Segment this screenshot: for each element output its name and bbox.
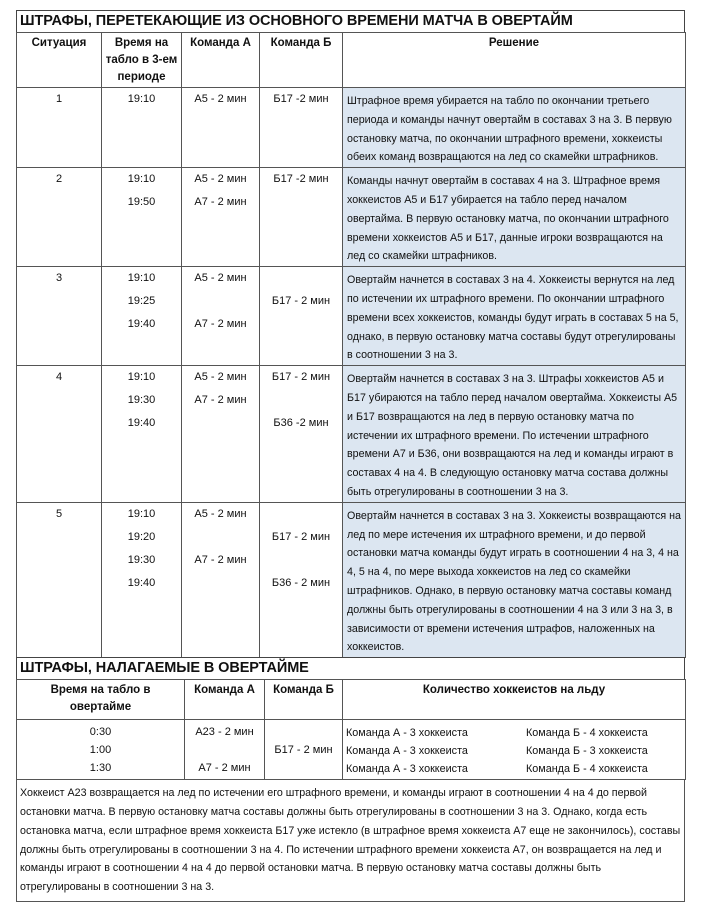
team-b-penalty	[260, 267, 342, 290]
header-ot-team-b: Команда Б	[265, 680, 343, 720]
ot-team-a-penalty	[185, 741, 264, 759]
penalty-time: 19:10	[127, 93, 156, 105]
team-a-cell	[182, 88, 260, 168]
count-team-a: Команда А - 3 хоккеиста	[346, 763, 468, 776]
team-b-penalty	[260, 191, 342, 214]
situation-row	[17, 502, 686, 657]
overflow-penalties-table	[16, 32, 686, 88]
team-b-cell	[260, 502, 343, 657]
count-team-a: Команда А - 3 хоккеиста	[346, 727, 468, 740]
situation-number	[17, 267, 102, 366]
team-a-cell	[182, 168, 260, 267]
section1-title: ШТРАФЫ, ПЕРЕТЕКАЮЩИЕ ИЗ ОСНОВНОГО ВРЕМЕНИ МАТЧА В ОВЕРТАЙМ	[16, 10, 685, 32]
team-a-cell	[182, 502, 260, 657]
team-b-cell	[260, 267, 343, 366]
ot-team-a-cell	[185, 720, 265, 780]
team-b-cell	[260, 88, 343, 168]
penalty-time: 19:10	[127, 371, 156, 384]
penalty-time: 19:40	[127, 417, 156, 430]
team-b-penalty: Б36 -2 мин	[273, 417, 329, 430]
situation-row	[17, 168, 686, 267]
penalty-time: 19:10	[127, 272, 156, 285]
header-time-line3: периоде	[117, 71, 166, 83]
overflow-penalties-body	[16, 87, 686, 658]
situation-row	[17, 88, 686, 168]
overtime-penalties-table	[16, 679, 686, 780]
penalty-time: 19:30	[127, 553, 156, 566]
count-team-b: Команда Б - 4 хоккеиста	[526, 763, 648, 776]
situation-row	[17, 366, 686, 503]
decision-cell: Штрафное время убирается на табло по окончании третьего периода и команды начнут овертайм в составах 3 на 3. В первую остановку матча, по окончании штрафного времени, хоккеисты обеих команд возвращаются на лед со скамейки штрафников.	[343, 88, 686, 168]
team-a-penalty: А7 - 2 мин	[194, 318, 247, 331]
team-a-penalty: А7 - 2 мин	[194, 196, 247, 209]
section2-title: ШТРАФЫ, НАЛАГАЕМЫЕ В ОВЕРТАЙМЕ	[16, 657, 685, 679]
team-a-penalty	[182, 572, 259, 595]
ot-team-a-penalty: А23 - 2 мин	[195, 726, 254, 739]
team-a-cell	[182, 267, 260, 366]
team-a-cell	[182, 366, 260, 503]
team-a-penalty	[182, 526, 259, 549]
penalty-time: 19:40	[127, 318, 156, 331]
table1-header	[17, 33, 686, 88]
team-b-penalty: Б17 - 2 мин	[271, 530, 331, 543]
team-b-penalty	[260, 549, 342, 572]
header-situation: Ситуация	[17, 33, 102, 88]
decision-cell: Овертайм начнется в составах 3 на 3. Хоккеисты возвращаются на лед по мере истечения их штрафного времени, и до первой остановки матча команды будут играть в соотношении 4 на 3, 4 на 4, 5 на 4, по мере выхода хоккеистов на лед со скамейки штрафников. Однако, в первую остановку матча составы команд должны быть отрегулированы в соотношении 4 на 3 или 3 на 3, в зависимости от времени истечения штрафов, наложенных на хоккеистов.	[343, 502, 686, 657]
situation-number	[17, 366, 102, 503]
penalty-time: 19:30	[127, 394, 156, 407]
header-team-a: Команда А	[182, 33, 260, 88]
decision-cell: Овертайм начнется в составах 3 на 3. Штрафы хоккеистов А5 и Б17 убираются на табло перед началом овертайма. Хоккеисты А5 и Б17 возвращаются на лед в первую остановку матча по истечении их штрафного времени. По истечении штрафного времени А7 и Б36, они возвращаются на лед и команды играют в составах 4 на 4. В следующую остановку матча состава должны быть отрегулированы в соотношении 3 на 3.	[343, 366, 686, 503]
team-b-cell	[260, 168, 343, 267]
team-a-penalty: А5 - 2 мин	[194, 173, 247, 186]
time-cell	[102, 267, 182, 366]
team-a-penalty	[182, 412, 259, 435]
team-b-penalty: Б17 - 2 мин	[271, 295, 331, 308]
ot-time: 1:00	[89, 744, 112, 757]
header-time-line2: табло в 3-ем	[105, 54, 178, 66]
situation-row	[17, 267, 686, 366]
count-team-b: Команда Б - 3 хоккеиста	[526, 745, 648, 758]
time-cell	[102, 168, 182, 267]
situation-number-text: 3	[55, 272, 63, 285]
team-b-penalty	[260, 503, 342, 526]
players-on-ice-cell	[343, 720, 686, 780]
team-a-penalty: А5 - 2 мин	[194, 272, 247, 285]
header-team-b: Команда Б	[260, 33, 343, 88]
header-time-line1: Время на	[114, 37, 169, 49]
team-b-penalty: Б17 -2 мин	[273, 93, 329, 105]
team-a-penalty: А7 - 2 мин	[194, 553, 247, 566]
team-a-penalty	[182, 290, 259, 313]
situation-number-text: 5	[55, 507, 63, 520]
team-a-penalty: А5 - 2 мин	[194, 93, 247, 105]
page	[16, 10, 685, 902]
ot-team-b-penalty	[265, 723, 342, 741]
ot-time: 0:30	[89, 726, 112, 739]
team-b-penalty	[260, 313, 342, 336]
team-a-penalty: А5 - 2 мин	[194, 371, 247, 384]
time-cell	[102, 366, 182, 503]
overtime-note: Хоккеист А23 возвращается на лед по истечении его штрафного времени, и команды играют в соотношении 4 на 4 до первой остановки матча. В первую остановку матча составы должны быть отрегулированы в соотношении 3 на 3. Однако, когда есть остановка матча, если штрафное время хоккеиста Б17 уже истекло (в штрафное время хоккеиста А7 еще не закончилось), составы должны быть отрегулированы в соотношении 3 на 4. По истечении штрафного времени хоккеиста А7, он возвращается на лед и команды играют в соотношении 4 на 4 до первой остановки матча. В первую остановку матча составы должны быть отрегулированы в соотношении 3 на 3.	[16, 780, 685, 902]
team-a-penalty: А7 - 2 мин	[194, 394, 247, 407]
penalty-time: 19:25	[127, 295, 156, 308]
header-decision: Решение	[343, 33, 686, 88]
count-team-b: Команда Б - 4 хоккеиста	[526, 727, 648, 740]
team-a-penalty: А5 - 2 мин	[194, 507, 247, 520]
penalty-time: 19:10	[127, 173, 156, 186]
penalty-time: 19:40	[127, 576, 156, 589]
situation-number	[17, 88, 102, 168]
team-b-penalty: Б36 - 2 мин	[271, 576, 331, 589]
time-cell	[102, 502, 182, 657]
team-b-penalty: Б17 - 2 мин	[271, 371, 331, 384]
penalty-time: 19:50	[127, 196, 156, 209]
ot-time: 1:30	[89, 762, 112, 775]
table2-header	[17, 680, 686, 720]
header-players-on-ice: Количество хоккеистов на льду	[343, 680, 686, 720]
ot-team-b-penalty	[265, 759, 342, 777]
ot-team-a-penalty: А7 - 2 мин	[198, 762, 251, 775]
header-time	[102, 33, 182, 88]
count-team-a: Команда А - 3 хоккеиста	[346, 745, 468, 758]
decision-cell: Команды начнут овертайм в составах 4 на 3. Штрафное время хоккеистов А5 и Б17 убирается на табло перед началом овертайма. В первую остановку матча, по окончании штрафного времени хоккеистов А5 и Б17, данные игроки возвращаются на лед со скамейки штрафников.	[343, 168, 686, 267]
ot-team-b-cell	[265, 720, 343, 780]
penalty-time: 19:10	[127, 507, 156, 520]
ot-times-cell	[17, 720, 185, 780]
situation-number-text: 1	[55, 93, 63, 105]
team-b-penalty: Б17 -2 мин	[273, 173, 329, 186]
time-cell	[102, 88, 182, 168]
team-b-penalty	[260, 389, 342, 412]
header-ot-time-line1: Время на табло в	[50, 684, 151, 697]
situation-number	[17, 502, 102, 657]
header-ot-time	[17, 680, 185, 720]
ot-team-b-penalty: Б17 - 2 мин	[274, 744, 333, 757]
decision-cell: Овертайм начнется в составах 3 на 4. Хоккеисты вернутся на лед по истечении их штрафного времени. По окончании штрафного времени всех хоккеистов, команды будут играть в составах 5 на 5, однако, в первую остановку матча составы будут отрегулированы в соотношении 3 на 3.	[343, 267, 686, 366]
team-b-cell	[260, 366, 343, 503]
situation-number-text: 4	[55, 371, 63, 384]
table2-body-row	[17, 720, 686, 780]
penalty-time: 19:20	[127, 530, 156, 543]
header-ot-time-line2: овертайме	[69, 701, 132, 714]
situation-number-text: 2	[55, 173, 63, 186]
situation-number	[17, 168, 102, 267]
header-ot-team-a: Команда А	[185, 680, 265, 720]
